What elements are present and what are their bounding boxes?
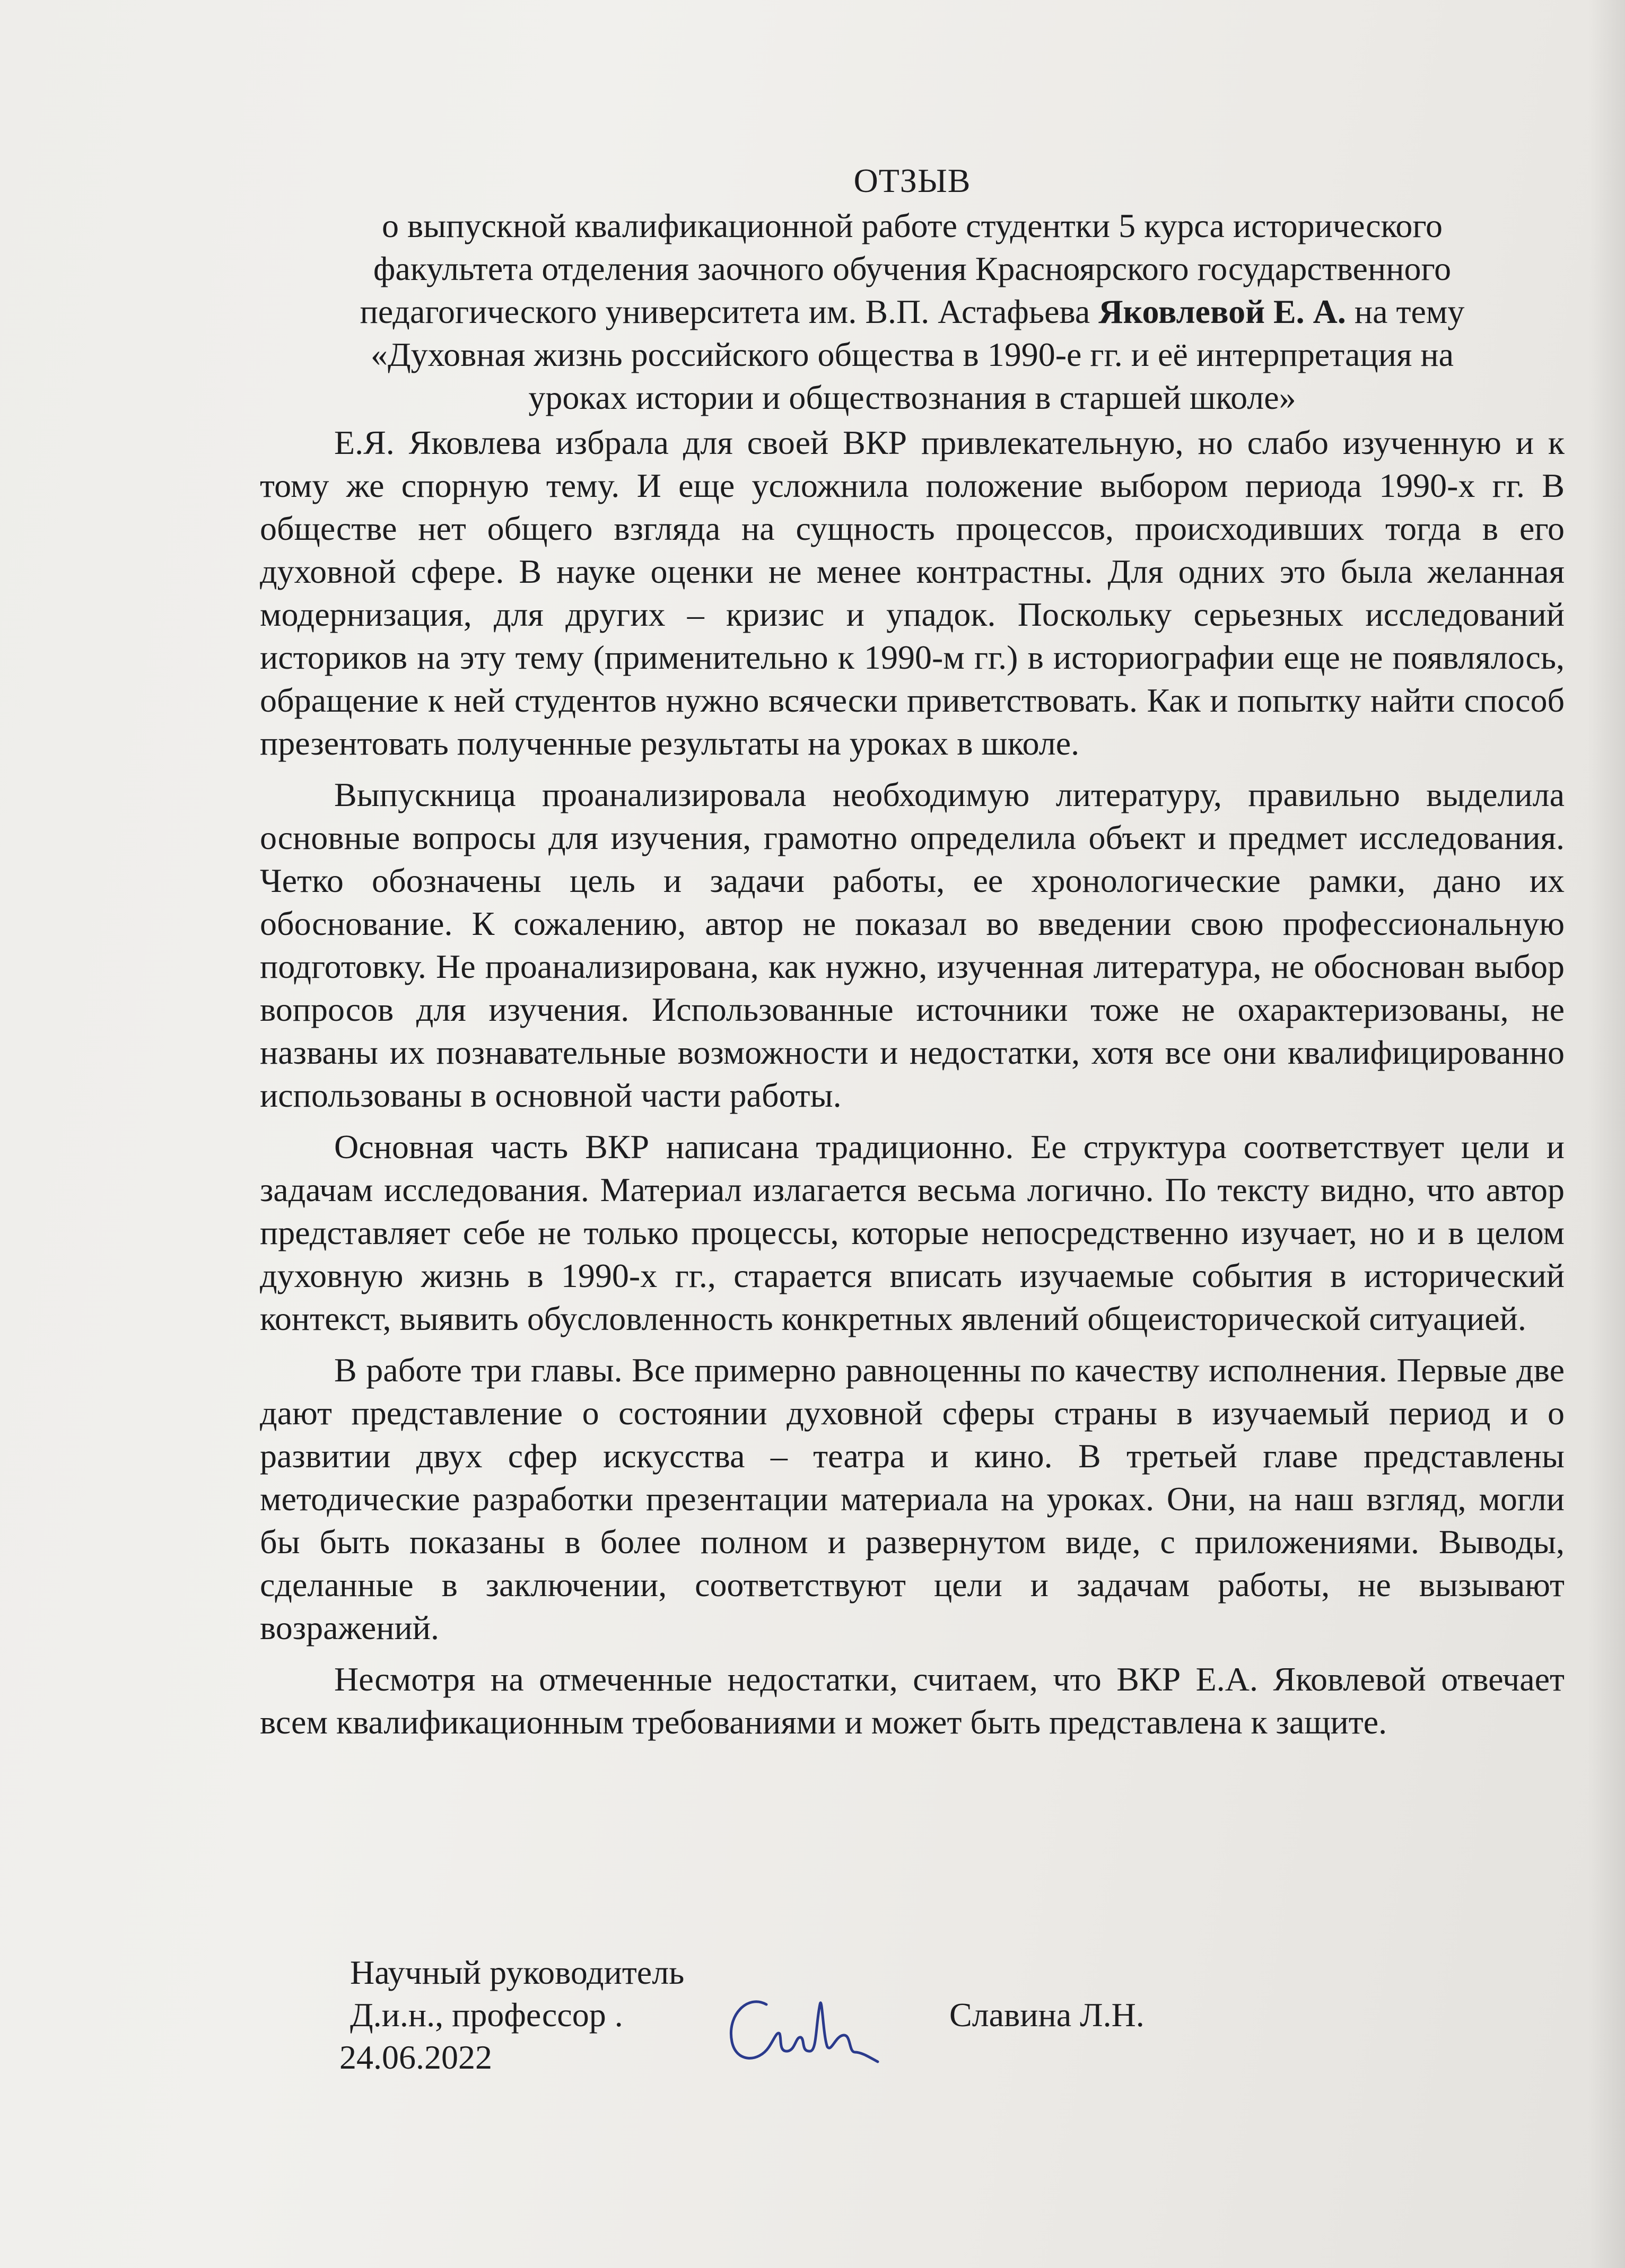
paragraph-5: Несмотря на отмеченные недостатки, считаем, что ВКР Е.А. Яковлевой отвечает всем квалификационным требованиями и может быть представлена к защите. bbox=[260, 1660, 1565, 1741]
paragraph-4: В работе три главы. Все примерно равноценны по качеству исполнения. Первые две дают представление о состоянии духовной сферы страны в изучаемый период и о развитии двух сфер искусства – театра и кино. В третьей главе представлены методические разработки презентации материала на уроках. Они, на наш взгляд, могли бы быть показаны в более полном и развернутом виде, с приложениями. Выводы, сделанные в заключении, соответствуют цели и задачам работы, не вызывают возражений. bbox=[260, 1351, 1565, 1647]
supervisor-name: Славина Л.Н. bbox=[949, 1996, 1145, 2034]
heading-line-3 bbox=[260, 290, 1565, 333]
document-title: ОТЗЫВ bbox=[853, 162, 971, 199]
handwritten-signature-icon bbox=[716, 1973, 886, 2079]
document-heading bbox=[260, 204, 1565, 419]
heading-line-3-prefix: педагогического университета им. В.П. Астафьева bbox=[360, 293, 1090, 330]
heading-line-3-suffix: на тему bbox=[1354, 293, 1465, 330]
heading-line-5: уроках истории и обществознания в старшей школе» bbox=[528, 379, 1296, 416]
student-name: Яковлевой Е. А. bbox=[1098, 293, 1346, 330]
heading-line-1: о выпускной квалификационной работе студентки 5 курса исторического bbox=[381, 207, 1443, 244]
paragraph-1: Е.Я. Яковлева избрала для своей ВКР привлекательную, но слабо изученную и к тому же спорную тему. И еще усложнила положение выбором периода 1990-х гг. В обществе нет общего взгляда на сущность процессов, происходивших тогда в его духовной сфере. В науке оценки не менее контрастны. Для одних это была желанная модернизация, для других – кризис и упадок. Поскольку серьезных исследований историков на эту тему (применительно к 1990-м гг.) в историографии еще не появлялось, обращение к ней студентов нужно всячески приветствовать. Как и попытку найти способ презентовать полученные результаты на уроках в школе. bbox=[260, 424, 1565, 762]
review-date: 24.06.2022 bbox=[339, 2038, 492, 2076]
supervisor-role: Научный руководитель bbox=[350, 1954, 685, 1991]
heading-line-4: «Духовная жизнь российского общества в 1990-е гг. и её интерпретация на bbox=[370, 336, 1454, 373]
paragraph-2: Выпускница проанализировала необходимую литературу, правильно выделила основные вопросы для изучения, грамотно определила объект и предмет исследования. Четко обозначены цель и задачи работы, ее хронологические рамки, дано их обоснование. К сожалению, автор не показал во введении свою профессиональную подготовку. Не проанализирована, как нужно, изученная литература, не обоснован выбор вопросов для изучения. Использованные источники тоже не охарактеризованы, не названы их познавательные возможности и недостатки, хотя все они квалифицированно использованы в основной части работы. bbox=[260, 776, 1565, 1114]
paper-edge-shadow bbox=[1588, 0, 1625, 2268]
supervisor-degree: Д.и.н., профессор . bbox=[350, 1996, 623, 2034]
document-body bbox=[260, 159, 1565, 1744]
heading-line-2: факультета отделения заочного обучения Красноярского государственного bbox=[373, 250, 1452, 287]
paragraph-3: Основная часть ВКР написана традиционно. Ее структура соответствует цели и задачам исследования. Материал излагается весьма логично. По тексту видно, что автор представляет себе не только процессы, которые непосредственно изучает, но и в целом духовную жизнь в 1990-х гг., старается вписать изучаемые события в исторический контекст, выявить обусловленность конкретных явлений общеисторической ситуацией. bbox=[260, 1128, 1565, 1337]
